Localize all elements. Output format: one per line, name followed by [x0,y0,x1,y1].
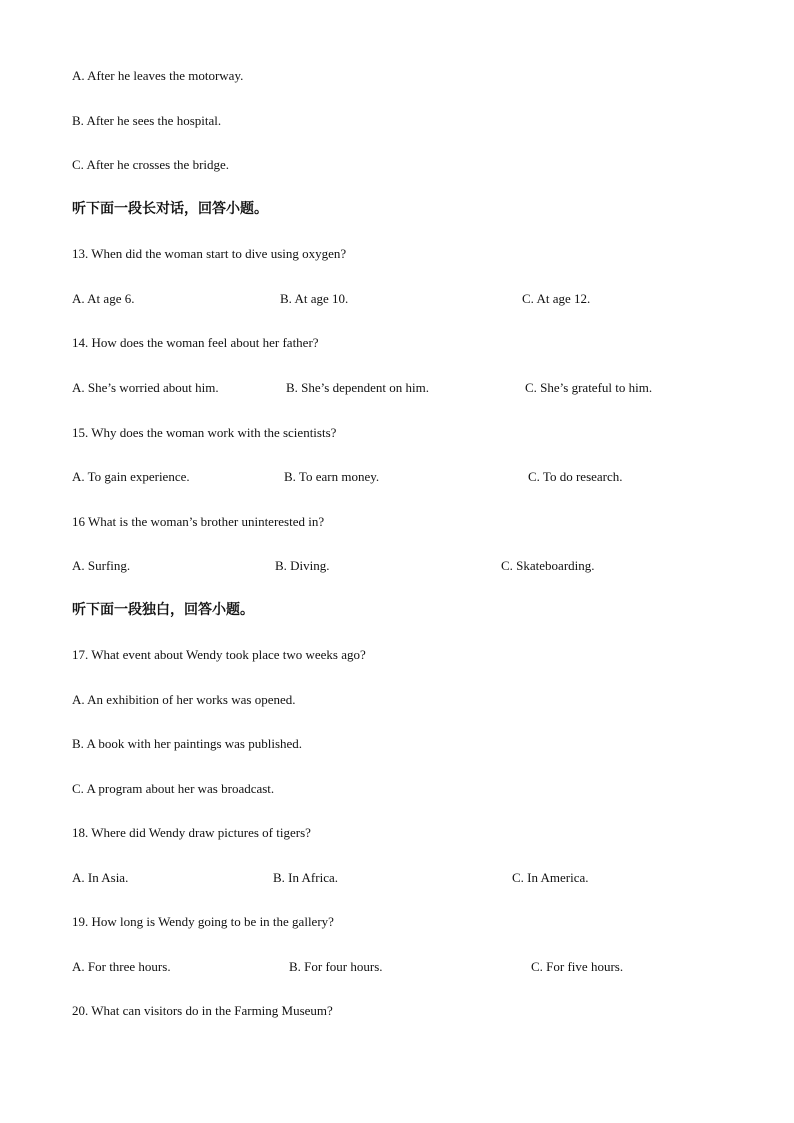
q15-option-a: A. To gain experience. [72,469,190,484]
q15-option-b: B. To earn money. [284,469,380,484]
q16-option-a: A. Surfing. [72,558,131,573]
q20-question: 20. What can visitors do in the Farming Museum? [72,1003,333,1018]
q14-option-a: A. She’s worried about him. [72,380,219,395]
q12-option-b: B. After he sees the hospital. [72,113,222,128]
q12-option-a: A. After he leaves the motorway. [72,68,244,83]
q18-option-a: A. In Asia. [72,870,129,885]
q16-question: 16 What is the woman’s brother uninterested in? [72,514,325,529]
q18-question: 18. Where did Wendy draw pictures of tigers? [72,825,311,840]
q15-question: 15. Why does the woman work with the scientists? [72,425,337,440]
q17-option-b: B. A book with her paintings was published. [72,736,303,751]
q19-option-c: C. For five hours. [531,959,624,974]
q12-option-c: C. After he crosses the bridge. [72,157,230,172]
q18-option-c: C. In America. [512,870,589,885]
section-heading-monologue: 听下面一段独白，回答小题。 [72,602,254,618]
q19-option-b: B. For four hours. [289,959,383,974]
q13-question: 13. When did the woman start to dive using oxygen? [72,246,347,261]
q15-option-c: C. To do research. [528,469,623,484]
q19-question: 19. How long is Wendy going to be in the gallery? [72,914,334,929]
section-heading-dialogue: 听下面一段长对话，回答小题。 [72,201,268,217]
q16-option-b: B. Diving. [275,558,330,573]
q13-option-a: A. At age 6. [72,291,135,306]
q17-question: 17. What event about Wendy took place two weeks ago? [72,647,366,662]
q19-option-a: A. For three hours. [72,959,171,974]
q17-option-c: C. A program about her was broadcast. [72,781,275,796]
q14-option-b: B. She’s dependent on him. [286,380,429,395]
q14-option-c: C. She’s grateful to him. [525,380,653,395]
q17-option-a: A. An exhibition of her works was opened. [72,692,296,707]
q14-question: 14. How does the woman feel about her father? [72,335,319,350]
q13-option-c: C. At age 12. [522,291,591,306]
q18-option-b: B. In Africa. [273,870,338,885]
q16-option-c: C. Skateboarding. [501,558,595,573]
q13-option-b: B. At age 10. [280,291,349,306]
